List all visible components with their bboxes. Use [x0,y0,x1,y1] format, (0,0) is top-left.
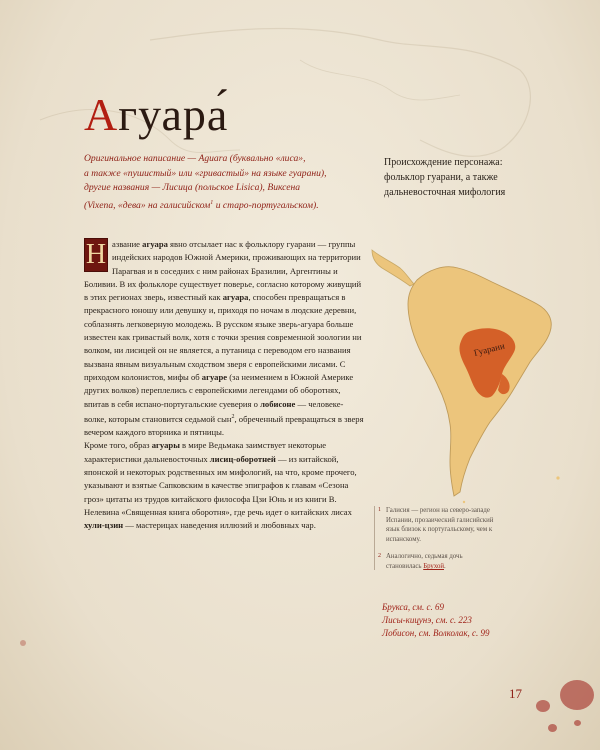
article-body [84,238,364,532]
original-spelling [84,152,374,213]
term: агуара [222,292,249,303]
footnote [378,506,498,544]
page-number: 17 [509,686,522,701]
text-run: , обреченный превращаться в зверя вечером каждого вторника и пятницы. [84,413,364,438]
footnote-text: Галисия — регион на северо-западе Испании, прозаический галисийский язык близок к португальскому, чем к испанскому. [386,507,494,543]
text-run: , способен превращаться в прекрасного юношу или девушку и, приходя по ночам в людские деревни, соблазнять легковерную молодежь. В русском языке зверь-агуара больше известен как гривастый волк, хотя с точки зрения современной зоологии ни волком, ни лисицей он не является, а путаница с переводом его названия вызвана явным визуальным сходством зверя с европейскими лисами. С приходом колонистов, мифы об [84,292,362,382]
page-title [84,90,228,140]
text-run: явно отсылает нас к фольклору гуарани — группы индейских народов Южной Америки, проживающих на территории Парагвая и в соседних с ним районах Бразилии, Аргентины и Боливии. В их фольклоре существует поверье, согласно которому живущий в этих регионах зверь, известный как [84,239,362,303]
subtitle-line: Оригинальное написание — Aguara (буквально «лиса», [84,153,306,164]
central-america-land [372,250,414,286]
south-america-map [362,240,600,510]
term: агуара [142,239,168,249]
blood-stain [560,680,594,710]
footnote-number: 2 [378,553,381,560]
blood-stain [548,724,557,732]
term: лисиц-оборотней [209,453,276,464]
drop-cap: Н [85,239,107,270]
text-run: азвание [112,239,143,249]
origin-line: фольклор гуарани, а также [384,172,498,183]
origin-line: дальневосточная мифология [384,187,506,198]
footnote-text: . [444,562,446,570]
subtitle-line: а также «пушистый» или «гривастый» на языке гуарани), [84,167,327,179]
ref-kitsune[interactable]: Лисы-кицунэ, см. с. 223 [382,615,472,625]
footnote-number: 1 [378,507,381,513]
notes-divider [374,506,375,570]
footnote-ref[interactable]: 2 [231,413,235,420]
footnote-ref[interactable]: 1 [210,199,214,206]
blood-stain [536,700,550,712]
footnote-text: Аналогично, седьмая дочь становилась [386,553,463,570]
term: хули-цзин [84,520,124,531]
term: лобисоне [260,398,296,409]
origin-box [384,155,564,200]
origin-line: Происхождение персонажа: [384,157,503,168]
blood-stain [20,640,26,646]
ref-bruxa[interactable]: Брукса, см. с. 69 [382,602,445,612]
term: агуары [151,440,180,451]
ref-lobison[interactable]: Лобисон, см. Волколак, с. 99 [382,628,490,638]
island [463,501,465,503]
title-initial: А [84,89,119,140]
paragraph [84,439,364,532]
subtitle-line: и старо-португальском). [213,199,319,211]
text-run: Кроме того, образ [84,440,152,451]
subtitle-line: (Vixena, «дева» на галисийском [84,199,211,211]
text-run: — человеке-волке, которым становится седьмой сын [84,398,344,424]
title-rest: гуара́ [118,89,229,140]
text-run: (за неимением в Южной Америке других волков) переплелись с европейскими легендами об оборотнях, впитав в себя испано-португальские суеверия о [84,371,354,409]
guarani-label: Гуарани [472,340,506,358]
term: агуаре [201,371,228,382]
footnote [378,552,498,571]
text-run: в мире Ведьмака заимствует некоторые характеристики дальневосточных [84,440,327,464]
text-run: — мастерицах наведения иллюзий и любовных чар. [123,520,316,531]
bruha-link[interactable]: Брухой [423,562,444,570]
blood-stain [574,720,581,726]
paragraph [84,238,364,439]
cross-references [382,601,542,640]
island [556,476,559,479]
text-run: — из китайской, японской и некоторых родственных им мифологий, на что, кроме прочего, указывают и взятые Сапковским в качестве эпиграфов к главам «Сезона гроз» цитаты из трудов китайского философа Цзи Юнь и из книги В. Нелевина «Священная книга оборотня», где речь идет о китайских лисах [84,453,357,517]
subtitle-line: другие названия — Лисица (польское Lisica), Виксена [84,182,301,193]
footnotes [378,506,498,580]
